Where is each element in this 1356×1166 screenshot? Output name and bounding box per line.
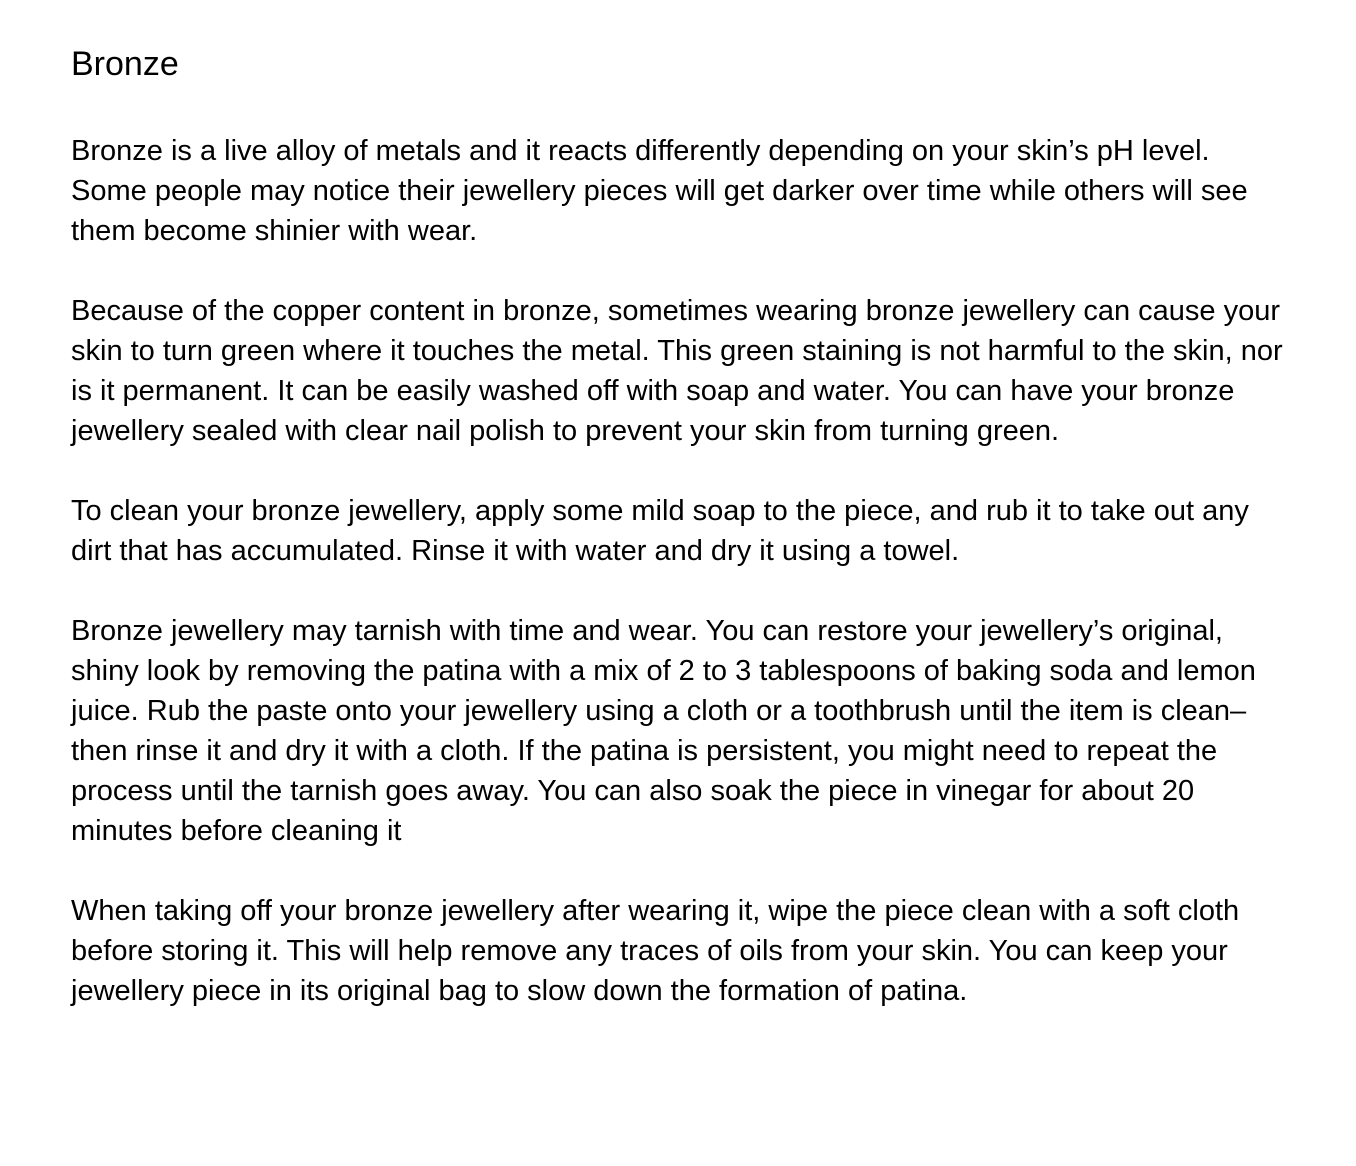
paragraph-tarnish-removal: Bronze jewellery may tarnish with time and wear. You can restore your jewellery’s original, shiny look by removing the patina with a mix of 2 to 3 tablespoons of baking soda and lemon juice. Rub the paste onto your jewellery using a cloth or a toothbrush until the item is clean–then rinse it and dry it with a cloth. If the patina is persistent, you might need to repeat the process until the tarnish goes away. You can also soak the piece in vinegar for about 20 minutes before cleaning it	[71, 614, 1256, 847]
paragraph-copper-green-staining: Because of the copper content in bronze, sometimes wearing bronze jewellery can cause your skin to turn green where it touches the metal. This green staining is not harmful to the skin, nor is it permanent. It can be easily washed off with soap and water. You can have your bronze jewellery sealed with clear nail polish to prevent your skin from turning green.	[71, 294, 1283, 447]
paragraph-cleaning-instructions: To clean your bronze jewellery, apply some mild soap to the piece, and rub it to take out any dirt that has accumulated. Rinse it with water and dry it using a towel.	[71, 494, 1249, 567]
paragraph-skin-reaction: Bronze is a live alloy of metals and it reacts differently depending on your skin’s pH level. Some people may notice their jewellery pieces will get darker over time while others will see them become shinier with wear.	[71, 134, 1248, 247]
paragraph-storage-advice: When taking off your bronze jewellery after wearing it, wipe the piece clean with a soft cloth before storing it. This will help remove any traces of oils from your skin. You can keep your jewellery piece in its original bag to slow down the formation of patina.	[71, 894, 1240, 1007]
page-title: Bronze	[71, 45, 179, 83]
